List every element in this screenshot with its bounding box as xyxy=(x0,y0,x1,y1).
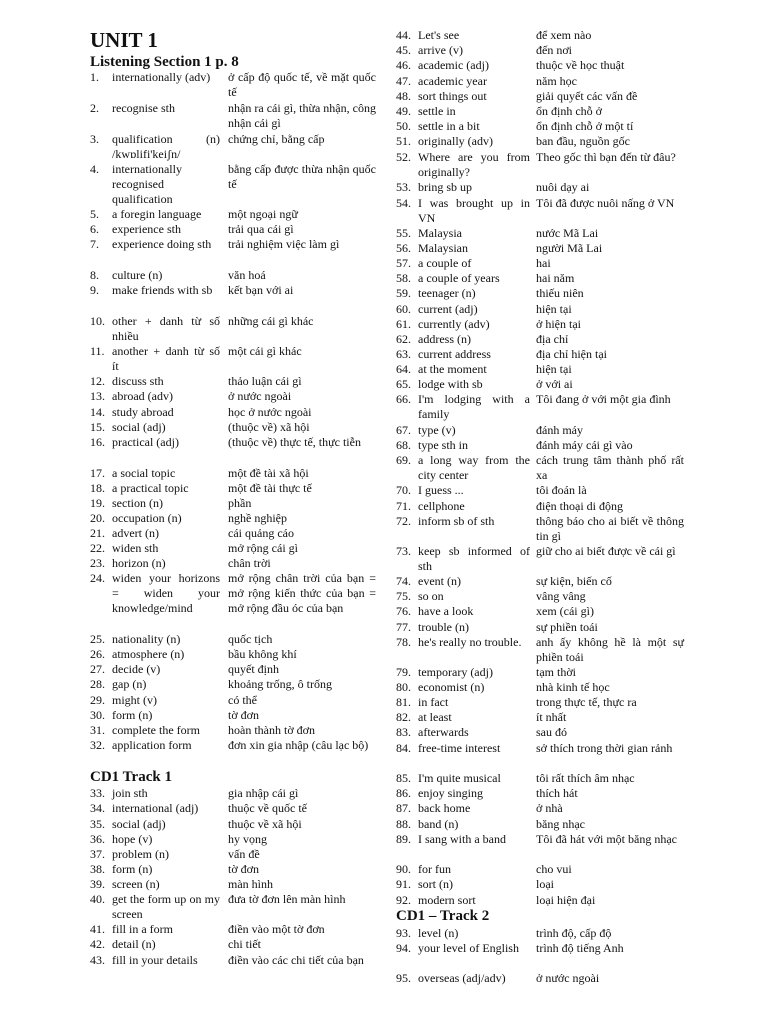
entry-english: modern sort xyxy=(418,893,476,907)
entry-vietnamese: học ở nước ngoài xyxy=(228,405,312,419)
entry-english: at least xyxy=(418,710,452,724)
entry-number: 47. xyxy=(396,74,411,88)
entry-english: international (adj) xyxy=(112,801,199,815)
entry-english: I sang with a band xyxy=(418,832,506,846)
entry-vietnamese: tạm thời xyxy=(536,665,577,679)
entry-vietnamese: Theo gốc thì bạn đến từ đâu? xyxy=(536,150,676,164)
entry-vietnamese: một đề tài xã hội xyxy=(228,466,309,480)
entry-english: back home xyxy=(418,801,471,815)
entry-english: he's really no trouble. xyxy=(418,635,522,649)
entry-vietnamese: mở rộng cái gì xyxy=(228,541,298,555)
entry-number: 23. xyxy=(90,556,105,570)
entry-number: 95. xyxy=(396,971,411,985)
entry-number: 66. xyxy=(396,392,411,406)
entry-english: I guess ... xyxy=(418,483,464,497)
entry-english: keep sb informed of sth xyxy=(418,544,530,573)
entry-english: problem (n) xyxy=(112,847,169,861)
entry-number: 25. xyxy=(90,632,105,646)
entry-english: social (adj) xyxy=(112,420,166,434)
entry-vietnamese: vâng vâng xyxy=(536,589,586,603)
entry-number: 49. xyxy=(396,104,411,118)
entry-vietnamese: đánh máy xyxy=(536,423,583,437)
entry-vietnamese: có thể xyxy=(228,693,257,707)
entry-number: 77. xyxy=(396,620,411,634)
entry-english: type (v) xyxy=(418,423,456,437)
entry-number: 42. xyxy=(90,937,105,951)
entry-number: 27. xyxy=(90,662,105,676)
entry-number: 20. xyxy=(90,511,105,525)
entry-vietnamese: đơn xin gia nhập (câu lạc bộ) xyxy=(228,738,369,752)
entry-vietnamese: thích hát xyxy=(536,786,578,800)
entry-vietnamese: điện thoại di động xyxy=(536,499,623,513)
entry-number: 6. xyxy=(90,222,99,236)
entry-english: might (v) xyxy=(112,693,157,707)
entry-vietnamese: văn hoá xyxy=(228,268,266,282)
entry-english: section (n) xyxy=(112,496,163,510)
entry-vietnamese: gia nhập cái gì xyxy=(228,786,299,800)
entry-number: 60. xyxy=(396,302,411,316)
entry-number: 59. xyxy=(396,286,411,300)
entry-number: 87. xyxy=(396,801,411,815)
entry-number: 8. xyxy=(90,268,99,282)
entry-vietnamese: giải quyết các vấn đề xyxy=(536,89,638,103)
entry-vietnamese: xem (cái gì) xyxy=(536,604,594,618)
entry-vietnamese: mở rộng chân trời của bạn = mở rộng kiến thức của bạn = mở rộng đầu óc của bạn xyxy=(228,571,376,615)
entry-english: a foregin language xyxy=(112,207,202,221)
entry-number: 70. xyxy=(396,483,411,497)
entry-vietnamese: ở hiện tại xyxy=(536,317,581,331)
entry-english: advert (n) xyxy=(112,526,159,540)
entry-english: free-time interest xyxy=(418,741,501,755)
entry-vietnamese: thông báo cho ai biết về thông tin gì xyxy=(536,514,684,543)
entry-vietnamese: giữ cho ai biết được về cái gì xyxy=(536,544,676,558)
entry-vietnamese: nghề nghiệp xyxy=(228,511,287,525)
entry-number: 74. xyxy=(396,574,411,588)
entry-vietnamese: một ngoại ngữ xyxy=(228,207,298,221)
entry-vietnamese: sự phiền toái xyxy=(536,620,598,634)
entry-vietnamese: tờ đơn xyxy=(228,708,260,722)
entry-number: 54. xyxy=(396,196,411,210)
entry-vietnamese: cách trung tâm thành phố rất xa xyxy=(536,453,684,482)
entry-english: overseas (adj/adv) xyxy=(418,971,506,985)
entry-english: I'm quite musical xyxy=(418,771,501,785)
entry-number: 37. xyxy=(90,847,105,861)
entry-english: recognise sth xyxy=(112,101,175,115)
entry-english: lodge with sb xyxy=(418,377,483,391)
entry-english: form (n) xyxy=(112,708,153,722)
entry-number: 30. xyxy=(90,708,105,722)
entry-vietnamese: băng nhạc xyxy=(536,817,585,831)
entry-number: 7. xyxy=(90,237,99,251)
entry-vietnamese: bầu không khí xyxy=(228,647,297,661)
entry-number: 86. xyxy=(396,786,411,800)
entry-number: 76. xyxy=(396,604,411,618)
entry-number: 81. xyxy=(396,695,411,709)
entry-vietnamese: anh ấy không hề là một sự phiền toái xyxy=(536,635,684,664)
entry-english: join sth xyxy=(112,786,148,800)
entry-english: band (n) xyxy=(418,817,459,831)
entry-vietnamese: thuộc về học thuật xyxy=(536,58,625,72)
entry-vietnamese: quốc tịch xyxy=(228,632,273,646)
entry-english: nationality (n) xyxy=(112,632,181,646)
entry-english: settle in a bit xyxy=(418,119,480,133)
entry-number: 15. xyxy=(90,420,105,434)
entry-number: 10. xyxy=(90,314,105,328)
entry-english: level (n) xyxy=(418,926,459,940)
entry-english: originally (adv) xyxy=(418,134,493,148)
entry-english: application form xyxy=(112,738,192,752)
entry-english: so on xyxy=(418,589,444,603)
entry-vietnamese: một đề tài thực tế xyxy=(228,481,312,495)
entry-english: afterwards xyxy=(418,725,469,739)
entry-vietnamese: ở nước ngoài xyxy=(536,971,600,985)
entry-number: 65. xyxy=(396,377,411,391)
entry-english: Where are you from originally? xyxy=(418,150,530,179)
entry-english: type sth in xyxy=(418,438,468,452)
entry-number: 85. xyxy=(396,771,411,785)
entry-number: 45. xyxy=(396,43,411,57)
entry-vietnamese: màn hình xyxy=(228,877,273,891)
entry-number: 92. xyxy=(396,893,411,907)
entry-english: for fun xyxy=(418,862,451,876)
entry-number: 62. xyxy=(396,332,411,346)
entry-vietnamese: chứng chỉ, bằng cấp xyxy=(228,132,325,146)
entry-english: Let's see xyxy=(418,28,460,42)
entry-english: at the moment xyxy=(418,362,487,376)
entry-english: get the form up on my screen xyxy=(112,892,220,921)
entry-number: 21. xyxy=(90,526,105,540)
entry-english: academic (adj) xyxy=(418,58,489,72)
entry-vietnamese: ở nước ngoài xyxy=(228,389,292,403)
entry-english: detail (n) xyxy=(112,937,156,951)
entry-english: a couple of xyxy=(418,256,472,270)
entry-vietnamese: tôi rất thích âm nhạc xyxy=(536,771,635,785)
entry-english: current (adj) xyxy=(418,302,478,316)
entry-number: 90. xyxy=(396,862,411,876)
entry-vietnamese: tờ đơn xyxy=(228,862,260,876)
entry-number: 11. xyxy=(90,344,105,358)
entry-english: experience sth xyxy=(112,222,181,236)
entry-english: your level of English xyxy=(418,941,519,955)
entry-number: 80. xyxy=(396,680,411,694)
entry-vietnamese: vấn đề xyxy=(228,847,260,861)
entry-number: 91. xyxy=(396,877,411,891)
entry-number: 50. xyxy=(396,119,411,133)
entry-english: complete the form xyxy=(112,723,200,737)
entry-english: I was brought up in VN xyxy=(418,196,530,225)
entry-english: temporary (adj) xyxy=(418,665,493,679)
entry-vietnamese: khoảng trống, ô trống xyxy=(228,677,332,691)
entry-number: 69. xyxy=(396,453,411,467)
entry-english: make friends with sb xyxy=(112,283,213,297)
entry-number: 75. xyxy=(396,589,411,603)
entry-vietnamese: điền vào một tờ đơn xyxy=(228,922,325,936)
entry-number: 44. xyxy=(396,28,411,42)
entry-vietnamese: ban đầu, nguồn gốc xyxy=(536,134,630,148)
entry-english: a social topic xyxy=(112,466,176,480)
entry-english: another + danh từ số ít xyxy=(112,344,220,373)
entry-vietnamese: ít nhất xyxy=(536,710,567,724)
entry-vietnamese: thuộc về xã hội xyxy=(228,817,302,831)
entry-vietnamese: quyết định xyxy=(228,662,279,676)
entry-english: I'm lodging with a family xyxy=(418,392,530,421)
entry-vietnamese: nuôi dạy ai xyxy=(536,180,590,194)
entry-vietnamese: hai xyxy=(536,256,551,270)
entry-number: 36. xyxy=(90,832,105,846)
entry-english: fill in your details xyxy=(112,953,198,967)
entry-number: 52. xyxy=(396,150,411,164)
entry-vietnamese: hai năm xyxy=(536,271,575,285)
entry-english: Malaysia xyxy=(418,226,462,240)
entry-english: address (n) xyxy=(418,332,471,346)
entry-number: 4. xyxy=(90,162,99,176)
entry-vietnamese: trải qua cái gì xyxy=(228,222,294,236)
entry-vietnamese: nhận ra cái gì, thừa nhận, công nhận cái gì xyxy=(228,101,376,130)
entry-vietnamese: ở cấp độ quốc tế, về mặt quốc tế xyxy=(228,70,376,99)
entry-vietnamese: thiếu niên xyxy=(536,286,584,300)
entry-vietnamese: trình độ, cấp độ xyxy=(536,926,612,940)
entry-vietnamese: cái quảng cáo xyxy=(228,526,294,540)
entry-english: occupation (n) xyxy=(112,511,182,525)
entry-number: 72. xyxy=(396,514,411,528)
entry-english: enjoy singing xyxy=(418,786,483,800)
entry-vietnamese: người Mã Lai xyxy=(536,241,603,255)
entry-number: 3. xyxy=(90,132,99,146)
entry-vietnamese: ổn định chỗ ở một tí xyxy=(536,119,634,133)
entry-vietnamese: trình độ tiếng Anh xyxy=(536,941,624,955)
entry-english: a practical topic xyxy=(112,481,189,495)
entry-vietnamese: chi tiết xyxy=(228,937,261,951)
entry-english: a couple of years xyxy=(418,271,500,285)
entry-english: sort things out xyxy=(418,89,487,103)
entry-english: social (adj) xyxy=(112,817,166,831)
entry-number: 63. xyxy=(396,347,411,361)
entry-vietnamese: (thuộc về) thực tế, thực tiễn xyxy=(228,435,361,449)
entry-english: sort (n) xyxy=(418,877,453,891)
entry-english: form (n) xyxy=(112,862,153,876)
entry-english: economist (n) xyxy=(418,680,485,694)
entry-english: currently (adv) xyxy=(418,317,490,331)
entry-vietnamese: hiện tại xyxy=(536,362,572,376)
entry-english: hope (v) xyxy=(112,832,153,846)
entry-english: widen your horizons = widen your knowledge/mind xyxy=(112,571,220,615)
entry-vietnamese: chân trời xyxy=(228,556,271,570)
entry-vietnamese: sự kiện, biến cố xyxy=(536,574,612,588)
entry-number: 73. xyxy=(396,544,411,558)
entry-vietnamese: trong thực tế, thực ra xyxy=(536,695,637,709)
entry-number: 5. xyxy=(90,207,99,221)
entry-vietnamese: phần xyxy=(228,496,252,510)
entry-number: 16. xyxy=(90,435,105,449)
entry-number: 19. xyxy=(90,496,105,510)
entry-number: 84. xyxy=(396,741,411,755)
entry-vietnamese: thảo luận cái gì xyxy=(228,374,302,388)
entry-number: 24. xyxy=(90,571,105,585)
entry-vietnamese: để xem nào xyxy=(536,28,592,42)
entry-number: 64. xyxy=(396,362,411,376)
entry-vietnamese: hy vọng xyxy=(228,832,267,846)
entry-vietnamese: nhà kinh tế học xyxy=(536,680,610,694)
entry-number: 51. xyxy=(396,134,411,148)
entry-vietnamese: đánh máy cái gì vào xyxy=(536,438,633,452)
entry-vietnamese: sau đó xyxy=(536,725,567,739)
entry-english: teenager (n) xyxy=(418,286,476,300)
entry-number: 18. xyxy=(90,481,105,495)
entry-english: trouble (n) xyxy=(418,620,469,634)
entry-number: 89. xyxy=(396,832,411,846)
entry-number: 57. xyxy=(396,256,411,270)
section-heading: CD1 – Track 2 xyxy=(396,908,490,924)
entry-english: in fact xyxy=(418,695,449,709)
entry-number: 46. xyxy=(396,58,411,72)
entry-number: 67. xyxy=(396,423,411,437)
entry-vietnamese: ở nhà xyxy=(536,801,563,815)
entry-number: 41. xyxy=(90,922,105,936)
entry-number: 12. xyxy=(90,374,105,388)
entry-english: study abroad xyxy=(112,405,174,419)
entry-number: 33. xyxy=(90,786,105,800)
entry-vietnamese: ở với ai xyxy=(536,377,573,391)
entry-english: inform sb of sth xyxy=(418,514,495,528)
entry-number: 26. xyxy=(90,647,105,661)
entry-vietnamese: đưa tờ đơn lên màn hình xyxy=(228,892,346,906)
entry-vietnamese: địa chỉ hiện tại xyxy=(536,347,607,361)
entry-english: horizon (n) xyxy=(112,556,166,570)
entry-english: screen (n) xyxy=(112,877,160,891)
entry-english: abroad (adv) xyxy=(112,389,173,403)
entry-number: 1. xyxy=(90,70,99,84)
entry-number: 82. xyxy=(396,710,411,724)
entry-english: culture (n) xyxy=(112,268,163,282)
entry-english: fill in a form xyxy=(112,922,173,936)
entry-english: bring sb up xyxy=(418,180,472,194)
entry-vietnamese: bằng cấp được thừa nhận quốc tế xyxy=(228,162,376,191)
entry-number: 32. xyxy=(90,738,105,752)
entry-vietnamese: loại hiện đại xyxy=(536,893,596,907)
entry-number: 14. xyxy=(90,405,105,419)
entry-vietnamese: địa chỉ xyxy=(536,332,569,346)
entry-number: 68. xyxy=(396,438,411,452)
entry-english: event (n) xyxy=(418,574,461,588)
entry-vietnamese: sở thích trong thời gian rảnh xyxy=(536,741,673,755)
entry-number: 39. xyxy=(90,877,105,891)
entry-english: widen sth xyxy=(112,541,159,555)
entry-english: arrive (v) xyxy=(418,43,463,57)
entry-vietnamese: điền vào các chi tiết của bạn xyxy=(228,953,364,967)
entry-number: 17. xyxy=(90,466,105,480)
entry-english: settle in xyxy=(418,104,456,118)
entry-vietnamese: ổn định chỗ ở xyxy=(536,104,603,118)
entry-vietnamese: những cái gì khác xyxy=(228,314,314,328)
entry-english: current address xyxy=(418,347,491,361)
section-heading: CD1 Track 1 xyxy=(90,769,172,785)
entry-vietnamese: thuộc về quốc tế xyxy=(228,801,307,815)
entry-number: 48. xyxy=(396,89,411,103)
entry-number: 83. xyxy=(396,725,411,739)
entry-number: 13. xyxy=(90,389,105,403)
entry-number: 43. xyxy=(90,953,105,967)
entry-number: 2. xyxy=(90,101,99,115)
entry-english: qualification (n) /kwɒlifi'keiʃn/ xyxy=(112,132,220,161)
entry-vietnamese: Tôi đã được nuôi nấng ở VN xyxy=(536,196,675,210)
entry-vietnamese: hiện tại xyxy=(536,302,572,316)
entry-number: 28. xyxy=(90,677,105,691)
entry-english: gap (n) xyxy=(112,677,147,691)
entry-vietnamese: nước Mã Lai xyxy=(536,226,599,240)
entry-number: 61. xyxy=(396,317,411,331)
entry-vietnamese: Tôi đã hát với một băng nhạc xyxy=(536,832,677,846)
entry-number: 58. xyxy=(396,271,411,285)
entry-english: practical (adj) xyxy=(112,435,179,449)
entry-english: cellphone xyxy=(418,499,465,513)
entry-english: internationally recognised qualification xyxy=(112,162,182,206)
entry-vietnamese: Tôi đang ở với một gia đình xyxy=(536,392,671,406)
entry-vietnamese: cho vui xyxy=(536,862,572,876)
entry-vietnamese: (thuộc về) xã hội xyxy=(228,420,310,434)
entry-english: internationally (adv) xyxy=(112,70,211,84)
entry-english: discuss sth xyxy=(112,374,164,388)
entry-number: 35. xyxy=(90,817,105,831)
entry-english: have a look xyxy=(418,604,474,618)
entry-number: 29. xyxy=(90,693,105,707)
entry-vietnamese: hoàn thành tờ đơn xyxy=(228,723,316,737)
entry-vietnamese: đến nơi xyxy=(536,43,573,57)
entry-number: 93. xyxy=(396,926,411,940)
entry-vietnamese: tôi đoán là xyxy=(536,483,587,497)
entry-number: 94. xyxy=(396,941,411,955)
entry-number: 34. xyxy=(90,801,105,815)
entry-english: academic year xyxy=(418,74,487,88)
section-heading: Listening Section 1 p. 8 xyxy=(90,54,239,70)
entry-vietnamese: năm học xyxy=(536,74,577,88)
entry-vietnamese: trải nghiệm việc làm gì xyxy=(228,237,340,251)
unit-title: UNIT 1 xyxy=(90,28,158,52)
entry-number: 53. xyxy=(396,180,411,194)
entry-vietnamese: loại xyxy=(536,877,554,891)
entry-number: 38. xyxy=(90,862,105,876)
entry-number: 79. xyxy=(396,665,411,679)
entry-number: 40. xyxy=(90,892,105,906)
entry-english: Malaysian xyxy=(418,241,468,255)
entry-number: 71. xyxy=(396,499,411,513)
entry-english: decide (v) xyxy=(112,662,161,676)
entry-vietnamese: một cái gì khác xyxy=(228,344,302,358)
entry-number: 9. xyxy=(90,283,99,297)
entry-vietnamese: kết bạn với ai xyxy=(228,283,294,297)
entry-number: 31. xyxy=(90,723,105,737)
entry-english: other + danh từ số nhiều xyxy=(112,314,220,343)
entry-english: a long way from the city center xyxy=(418,453,530,482)
entry-number: 88. xyxy=(396,817,411,831)
entry-number: 78. xyxy=(396,635,411,649)
entry-english: experience doing sth xyxy=(112,237,212,251)
entry-english: atmosphere (n) xyxy=(112,647,185,661)
entry-number: 22. xyxy=(90,541,105,555)
entry-number: 56. xyxy=(396,241,411,255)
entry-number: 55. xyxy=(396,226,411,240)
